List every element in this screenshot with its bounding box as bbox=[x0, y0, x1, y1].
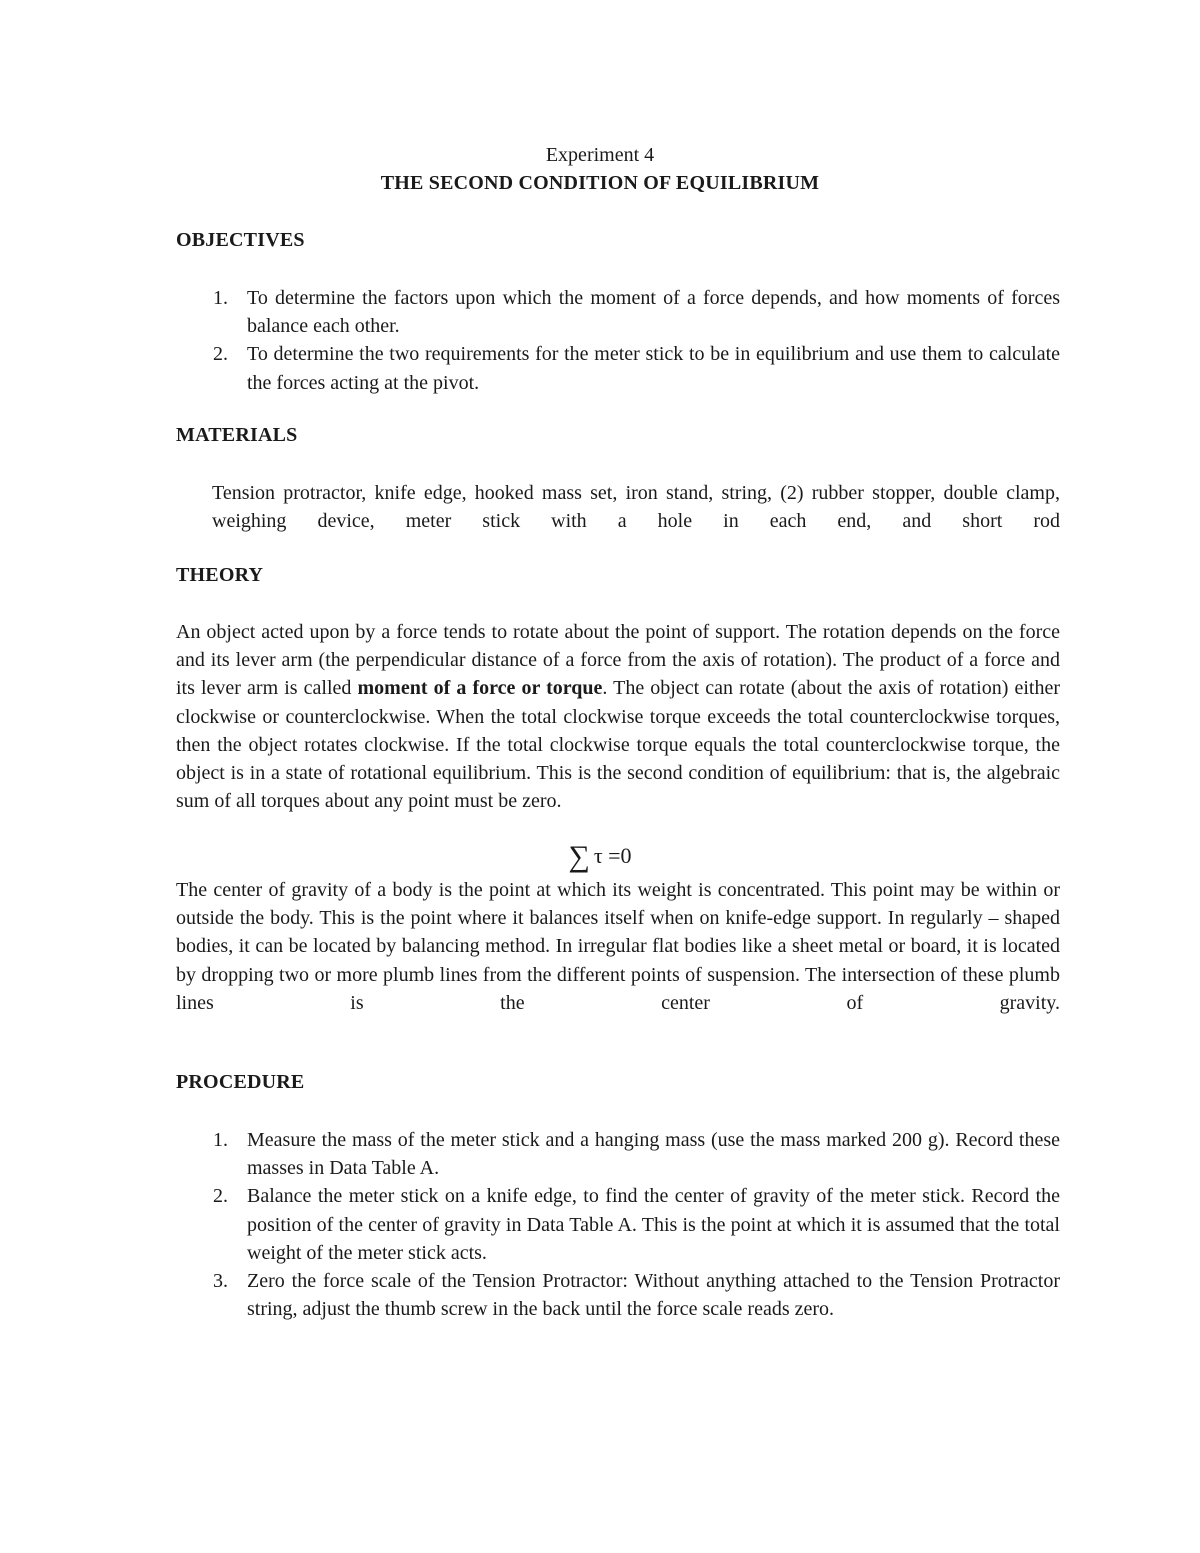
objectives-heading: OBJECTIVES bbox=[176, 229, 305, 251]
materials-text: Tension protractor, knife edge, hooked mass set, iron stand, string, (2) rubber stopper, double clamp, weighing device, meter stick with a hole in each end, and short rod bbox=[212, 482, 1060, 533]
list-item bbox=[176, 1267, 1060, 1323]
list-number: 2. bbox=[213, 1185, 228, 1208]
list-number: 1. bbox=[213, 1129, 228, 1151]
equation-text: τ =0 bbox=[593, 843, 632, 868]
list-text: To determine the factors upon which the moment of a force depends, and how moments of forces balance each other. bbox=[247, 287, 1060, 338]
document-title: THE SECOND CONDITION OF EQUILIBRIUM bbox=[380, 172, 820, 194]
list-text: To determine the two requirements for the meter stick to be in equilibrium and use them to calculate the forces acting at the pivot. bbox=[247, 343, 1060, 394]
sigma-symbol: ∑ bbox=[568, 840, 590, 873]
list-number: 3. bbox=[213, 1270, 228, 1293]
theory-heading: THEORY bbox=[176, 564, 264, 586]
list-text: Zero the force scale of the Tension Protractor: Without anything attached to the Tension Protractor string, adjust the thumb screw in the back until the force scale reads zero. bbox=[247, 1270, 1060, 1321]
torque-equation bbox=[0, 840, 1200, 874]
objectives-list bbox=[176, 284, 1060, 397]
procedure-heading: PROCEDURE bbox=[176, 1071, 305, 1093]
experiment-number: Experiment 4 bbox=[545, 144, 655, 166]
theory-paragraph-2: The center of gravity of a body is the point at which its weight is concentrated. This point may be within or outside the body. This is the point where it balances itself when on knife-edge support. In regularly – shaped bodies, it can be located by balancing method. In irregular flat bodies like a sheet metal or board, it is located by dropping two or more plumb lines from the different points of suspension. The intersection of these plumb lines is the center of gravity. bbox=[176, 879, 1060, 1014]
list-text: Measure the mass of the meter stick and a hanging mass (use the mass marked 200 g). Record these masses in Data Table A. bbox=[247, 1129, 1060, 1180]
theory-paragraph-1 bbox=[176, 618, 1060, 815]
list-number: 1. bbox=[213, 287, 228, 309]
theory-text: An object acted upon by a force tends to rotate about the point of support. The rotation depends on the force and its lever arm (the perpendicular distance of a force from the axis of rotation). The product of a force and its lever arm is called bbox=[176, 621, 1060, 700]
procedure-list bbox=[176, 1126, 1060, 1323]
list-item bbox=[176, 1126, 1060, 1182]
materials-heading: MATERIALS bbox=[176, 424, 298, 446]
list-text: Balance the meter stick on a knife edge, to find the center of gravity of the meter stick. Record the position of the center of gravity in Data Table A. This is the point at which it is assumed that the total weight of the meter stick acts. bbox=[247, 1185, 1060, 1264]
list-item bbox=[176, 340, 1060, 396]
list-item bbox=[176, 1182, 1060, 1267]
theory-bold-term: moment of a force or torque bbox=[357, 677, 603, 700]
theory-text: . The object can rotate (about the axis of rotation) either clockwise or counterclockwise. When the total clockwise torque exceeds the total counterclockwise torques, then the object rotates clockwise. If the total clockwise torque equals the total counterclockwise torque, the object is in a state of rotational equilibrium. This is the second condition of equilibrium: that is, the algebraic sum of all torques about any point must be zero. bbox=[176, 677, 1060, 813]
list-number: 2. bbox=[213, 343, 228, 366]
list-item bbox=[176, 284, 1060, 340]
